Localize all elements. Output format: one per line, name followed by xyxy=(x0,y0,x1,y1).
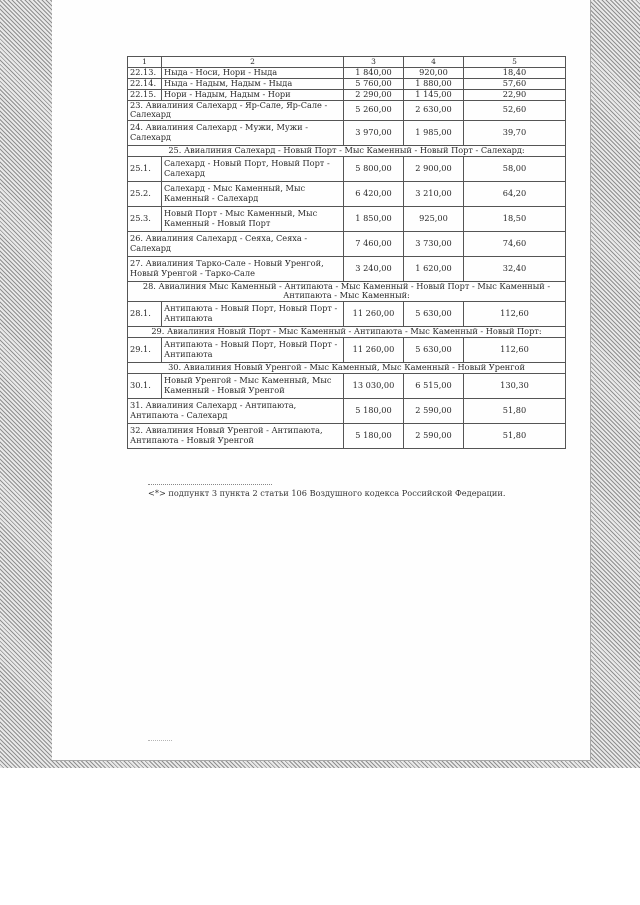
value-col5: 57,60 xyxy=(464,78,566,89)
value-col3: 7 460,00 xyxy=(344,231,404,256)
value-col4: 925,00 xyxy=(404,206,464,231)
value-col5: 32,40 xyxy=(464,256,566,281)
group-title: 29. Авиалиния Новый Порт - Мыс Каменный - Антипаюта - Мыс Каменный - Новый Порт: xyxy=(128,326,566,337)
row-number: 25.3. xyxy=(128,206,162,231)
table-row xyxy=(128,373,566,398)
value-col4: 5 630,00 xyxy=(404,301,464,326)
route-name: 27. Авиалиния Тарко-Сале - Новый Уренгой, Новый Уренгой - Тарко-Сале xyxy=(128,256,344,281)
value-col3: 11 260,00 xyxy=(344,337,404,362)
value-col4: 920,00 xyxy=(404,67,464,78)
value-col5: 58,00 xyxy=(464,156,566,181)
value-col3: 5 800,00 xyxy=(344,156,404,181)
group-row xyxy=(128,281,566,301)
table-row xyxy=(128,337,566,362)
table-row xyxy=(128,423,566,448)
group-row xyxy=(128,362,566,373)
value-col5: 74,60 xyxy=(464,231,566,256)
value-col4: 1 880,00 xyxy=(404,78,464,89)
route-name: Нори - Надым, Надым - Нори xyxy=(162,89,344,100)
row-number: 22.13. xyxy=(128,67,162,78)
table-row xyxy=(128,181,566,206)
bottom-margin xyxy=(0,768,640,905)
route-name: Антипаюта - Новый Порт, Новый Порт - Антипаюта xyxy=(162,301,344,326)
route-name: 23. Авиалиния Салехард - Яр-Сале, Яр-Сале - Салехард xyxy=(128,100,344,120)
group-row xyxy=(128,326,566,337)
column-header: 5 xyxy=(464,57,566,68)
table-row xyxy=(128,301,566,326)
value-col3: 1 850,00 xyxy=(344,206,404,231)
route-name: Антипаюта - Новый Порт, Новый Порт - Антипаюта xyxy=(162,337,344,362)
value-col3: 5 760,00 xyxy=(344,78,404,89)
table-row xyxy=(128,78,566,89)
value-col3: 2 290,00 xyxy=(344,89,404,100)
route-name: Ныда - Носи, Нори - Ныда xyxy=(162,67,344,78)
route-name: Салехард - Новый Порт, Новый Порт - Салехард xyxy=(162,156,344,181)
group-title: 25. Авиалиния Салехард - Новый Порт - Мыс Каменный - Новый Порт - Салехард: xyxy=(128,145,566,156)
footnote: <*> подпункт 3 пункта 2 статьи 106 Воздушного кодекса Российской Федерации. xyxy=(148,488,506,498)
value-col5: 39,70 xyxy=(464,120,566,145)
table-row xyxy=(128,67,566,78)
route-name: Ныда - Надым, Надым - Ныда xyxy=(162,78,344,89)
table-row xyxy=(128,231,566,256)
table-row xyxy=(128,256,566,281)
table-row xyxy=(128,398,566,423)
value-col5: 51,80 xyxy=(464,423,566,448)
footnote-divider xyxy=(148,484,272,485)
value-col5: 18,50 xyxy=(464,206,566,231)
column-header: 1 xyxy=(128,57,162,68)
value-col3: 3 240,00 xyxy=(344,256,404,281)
route-name: 24. Авиалиния Салехард - Мужи, Мужи - Салехард xyxy=(128,120,344,145)
route-name: 32. Авиалиния Новый Уренгой - Антипаюта, Антипаюта - Новый Уренгой xyxy=(128,423,344,448)
value-col4: 1 145,00 xyxy=(404,89,464,100)
value-col4: 6 515,00 xyxy=(404,373,464,398)
group-title: 30. Авиалиния Новый Уренгой - Мыс Каменный, Мыс Каменный - Новый Уренгой xyxy=(128,362,566,373)
value-col5: 51,80 xyxy=(464,398,566,423)
column-header: 3 xyxy=(344,57,404,68)
group-row xyxy=(128,145,566,156)
value-col4: 2 630,00 xyxy=(404,100,464,120)
value-col3: 5 260,00 xyxy=(344,100,404,120)
value-col5: 52,60 xyxy=(464,100,566,120)
row-number: 28.1. xyxy=(128,301,162,326)
row-number: 22.15. xyxy=(128,89,162,100)
value-col4: 2 590,00 xyxy=(404,398,464,423)
value-col3: 5 180,00 xyxy=(344,398,404,423)
row-number: 25.2. xyxy=(128,181,162,206)
route-name: 26. Авиалиния Салехард - Сеяха, Сеяха - Салехард xyxy=(128,231,344,256)
column-header: 4 xyxy=(404,57,464,68)
value-col4: 3 730,00 xyxy=(404,231,464,256)
value-col5: 112,60 xyxy=(464,301,566,326)
value-col3: 3 970,00 xyxy=(344,120,404,145)
route-name: Салехард - Мыс Каменный, Мыс Каменный - Салехард xyxy=(162,181,344,206)
value-col3: 13 030,00 xyxy=(344,373,404,398)
value-col3: 6 420,00 xyxy=(344,181,404,206)
row-number: 30.1. xyxy=(128,373,162,398)
route-name: Новый Уренгой - Мыс Каменный, Мыс Каменный - Новый Уренгой xyxy=(162,373,344,398)
route-name: Новый Порт - Мыс Каменный, Мыс Каменный - Новый Порт xyxy=(162,206,344,231)
value-col4: 5 630,00 xyxy=(404,337,464,362)
row-number: 22.14. xyxy=(128,78,162,89)
value-col4: 2 900,00 xyxy=(404,156,464,181)
table-row xyxy=(128,206,566,231)
value-col4: 1 985,00 xyxy=(404,120,464,145)
value-col5: 112,60 xyxy=(464,337,566,362)
value-col5: 22,90 xyxy=(464,89,566,100)
table-row xyxy=(128,120,566,145)
route-name: 31. Авиалиния Салехард - Антипаюта, Антипаюта - Салехард xyxy=(128,398,344,423)
value-col4: 2 590,00 xyxy=(404,423,464,448)
table-row xyxy=(128,100,566,120)
value-col5: 64,20 xyxy=(464,181,566,206)
value-col3: 11 260,00 xyxy=(344,301,404,326)
value-col5: 130,30 xyxy=(464,373,566,398)
row-number: 25.1. xyxy=(128,156,162,181)
table-header-row xyxy=(128,57,566,68)
column-header: 2 xyxy=(162,57,344,68)
tariff-table xyxy=(127,56,566,449)
value-col3: 5 180,00 xyxy=(344,423,404,448)
row-number: 29.1. xyxy=(128,337,162,362)
value-col3: 1 840,00 xyxy=(344,67,404,78)
group-title: 28. Авиалиния Мыс Каменный - Антипаюта - Мыс Каменный - Новый Порт - Мыс Каменный - Антипаюта - Мыс Каменный: xyxy=(128,281,566,301)
table-row xyxy=(128,89,566,100)
scan-smudge xyxy=(148,740,172,743)
value-col5: 18,40 xyxy=(464,67,566,78)
table-row xyxy=(128,156,566,181)
value-col4: 1 620,00 xyxy=(404,256,464,281)
value-col4: 3 210,00 xyxy=(404,181,464,206)
